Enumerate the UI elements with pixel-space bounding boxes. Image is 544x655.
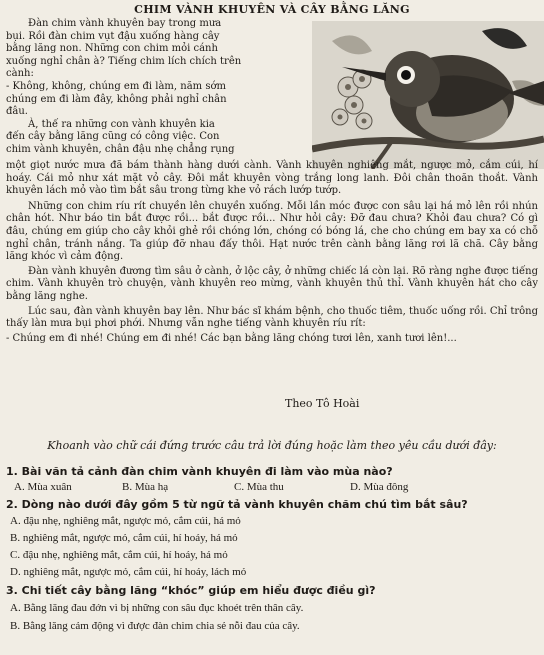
story-paragraph: Lúc sau, đàn vành khuyên bay lên. Như bác sĩ khám bệnh, cho thuốc tiêm, thuốc uống rồi. Chỉ trông thấy làn mưa bụi phơi phới. Nhưng vẫn nghe tiếng vành khuyên ríu rít: xyxy=(6,305,538,330)
story-line: À, thế ra những con vành khuyên kia xyxy=(28,118,215,130)
story-line: chúng em đi làm đây, không phải nghỉ chân xyxy=(6,93,227,105)
story-line: chim vành khuyên, chân đậu nhẹ chẳng rụng xyxy=(6,143,235,155)
q2-option-b[interactable]: B. nghiêng mắt, ngược mỏ, cắm cúi, hí hoáy, há mỏ xyxy=(10,532,238,544)
story-title: CHIM VÀNH KHUYÊN VÀ CÂY BẰNG LĂNG xyxy=(134,3,410,16)
q3-option-b[interactable]: B. Bằng lăng cảm động vì được đàn chim chia sẻ nỗi đau của cây. xyxy=(10,620,300,632)
story-paragraph: - Chúng em đi nhé! Chúng em đi nhé! Các bạn bằng lăng chóng tươi lên, xanh tươi lên!... xyxy=(6,332,457,344)
q3-option-a[interactable]: A. Bằng lăng đau đớn vì bị những con sâu đục khoét trên thân cây. xyxy=(10,602,304,614)
question-2: 2. Dòng nào dưới đây gồm 5 từ ngữ tả vành khuyên chăm chú tìm bắt sâu? xyxy=(6,498,468,511)
question-1: 1. Bài văn tả cảnh đàn chim vành khuyên đi làm vào mùa nào? xyxy=(6,465,393,478)
story-body xyxy=(6,160,538,345)
story-line: bằng lăng non. Những con chim mỏi cánh xyxy=(6,43,218,55)
story-intro xyxy=(6,18,538,157)
story-line: đến cây bằng lăng cũng có công việc. Con xyxy=(6,131,220,143)
story-line: - Không, không, chúng em đi làm, năm sớm xyxy=(6,80,226,92)
question-3: 3. Chi tiết cây bằng lăng “khóc” giúp em hiểu được điều gì? xyxy=(6,584,376,597)
story-paragraph: một giọt nước mưa đã bám thành hàng dưới cành. Vành khuyên nghiêng mắt, ngược mỏ, cắm cúi, hí hoáy. Cái mỏ như xát mặt vỏ cây. Đôi mắt khuyên vòng trắng long lanh. Đôi chân thoăn thoắt. Vành khuyên lách mỏ vào tìm bắt sâu trong từng khe vỏ rách lướp tướp. xyxy=(6,160,538,197)
author-credit: Theo Tô Hoài xyxy=(285,397,360,410)
instruction-text: Khoanh vào chữ cái đứng trước câu trả lời đúng hoặc làm theo yêu cầu dưới đây: xyxy=(47,439,497,452)
q1-option-d[interactable]: D. Mùa đông xyxy=(350,481,409,493)
story-line: đâu. xyxy=(6,106,28,118)
q2-option-c[interactable]: C. đậu nhẹ, nghiêng mắt, cắm cúi, hí hoáy, há mỏ xyxy=(10,549,228,561)
story-line: bụi. Rồi đàn chim vụt đậu xuống hàng cây xyxy=(6,30,220,42)
q1-option-a[interactable]: A. Mùa xuân xyxy=(14,481,72,493)
q2-option-a[interactable]: A. đậu nhẹ, nghiêng mắt, ngược mỏ, cắm cúi, há mỏ xyxy=(10,515,241,527)
story-line: Đàn chim vành khuyên bay trong mưa xyxy=(28,18,222,29)
story-line: cành: xyxy=(6,68,34,80)
q2-option-d[interactable]: D. nghiêng mắt, ngược mỏ, cắm cúi, hí hoáy, lách mỏ xyxy=(10,566,247,578)
q1-option-b[interactable]: B. Mùa hạ xyxy=(122,481,169,493)
q1-option-c[interactable]: C. Mùa thu xyxy=(234,481,284,493)
story-paragraph: Đàn vành khuyên đương tìm sâu ở cành, ở lộc cây, ở những chiếc lá còn lại. Rõ ràng nghe được tiếng chim. Vành khuyên trò chuyện, vành khuyên reo mừng, vành khuyên thủ thỉ. Vành khuyên hát cho cây bằng lăng nghe. xyxy=(6,265,538,302)
story-paragraph: Những con chim ríu rít chuyền lên chuyền xuống. Mỗi lần móc được con sâu lại há mỏ lên rồi nhún chân hót. Như báo tin bắt được rồi... bắt được rồi... Như hỏi cây: Đỡ đau chưa? Khỏi đau chưa? Có gì đâu, chúng em giúp cho cây khỏi ghẻ rồi chóng lớn, chóng có bóng lá, che cho chúng em bay xa có chỗ nghỉ chân, tránh nắng. Ta giúp đỡ nhau đấy thôi. Hạt nước trên cành bằng lăng rơi lã chã. Cây bằng lăng khóc vì cảm động. xyxy=(6,200,538,263)
story-line: xuống nghỉ chân à? Tiếng chim lích chích trên xyxy=(6,55,242,67)
